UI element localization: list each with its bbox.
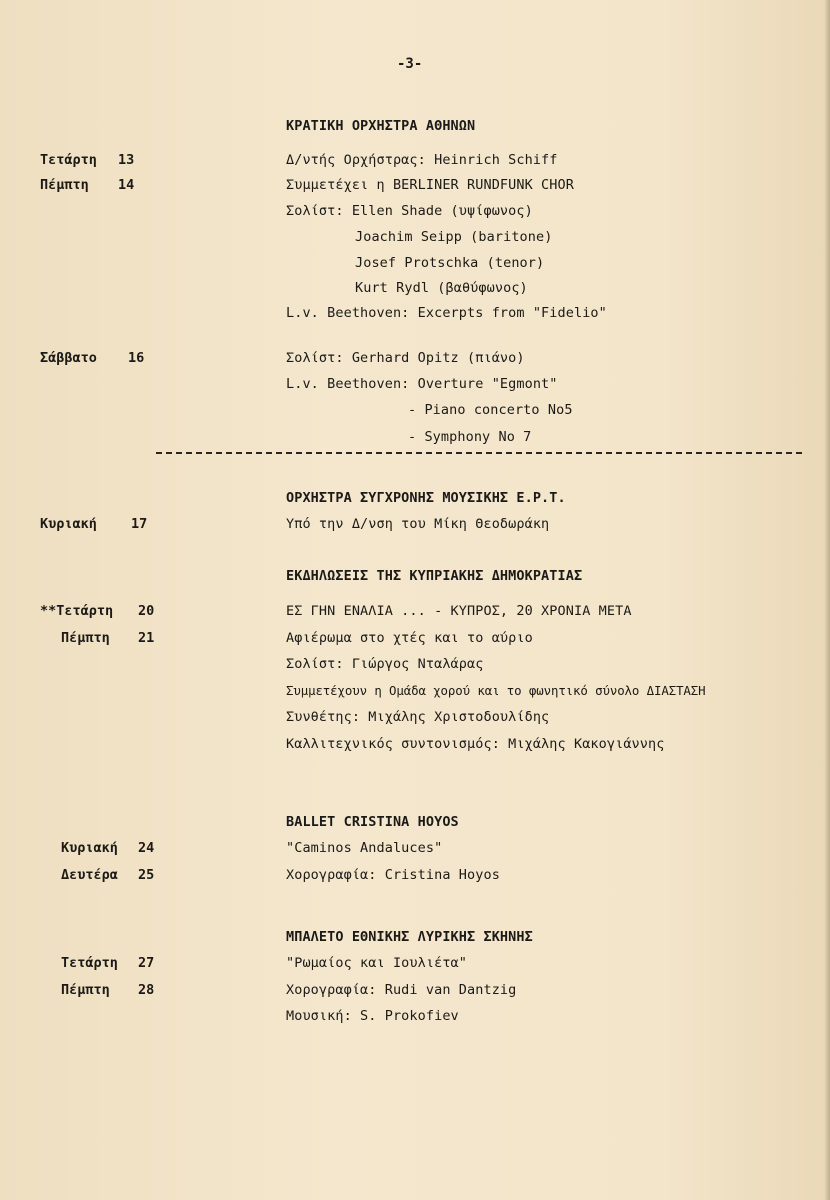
- page-number: -3-: [397, 56, 423, 72]
- section-heading-contemporary-orchestra: ΟΡΧΗΣΤΡΑ ΣΥΓΧΡΟΝΗΣ ΜΟΥΣΙΚΗΣ Ε.Ρ.Τ.: [286, 490, 566, 506]
- program-line: Καλλιτεχνικός συντονισμός: Μιχάλης Κακογιάννης: [286, 736, 665, 752]
- date-number: 27: [138, 955, 155, 971]
- program-line: Σολίστ: Ellen Shade (υψίφωνος): [286, 203, 533, 219]
- section-heading-cyprus-events: ΕΚΔΗΛΩΣΕΙΣ ΤΗΣ ΚΥΠΡΙΑΚΗΣ ΔΗΜΟΚΡΑΤΙΑΣ: [286, 568, 583, 584]
- date-day: Πέμπτη: [40, 177, 89, 193]
- program-line: Σολίστ: Γιώργος Νταλάρας: [286, 656, 484, 672]
- program-line: Joachim Seipp (baritone): [355, 229, 553, 245]
- dashed-divider: [156, 452, 802, 454]
- program-line: Σολίστ: Gerhard Opitz (πιάνο): [286, 350, 525, 366]
- program-line: L.v. Beethoven: Overture "Egmont": [286, 376, 558, 392]
- date-day: **Τετάρτη: [40, 603, 114, 619]
- date-number: 20: [138, 603, 155, 619]
- program-line: - Piano concerto No5: [408, 402, 573, 418]
- program-line: L.v. Beethoven: Excerpts from "Fidelio": [286, 305, 607, 321]
- program-line: Χορογραφία: Rudi van Dantzig: [286, 982, 517, 998]
- section-heading-state-orchestra: ΚΡΑΤΙΚΗ ΟΡΧΗΣΤΡΑ ΑΘΗΝΩΝ: [286, 118, 476, 134]
- date-day: Δευτέρα: [61, 867, 118, 883]
- date-number: 17: [131, 516, 148, 532]
- date-day: Τετάρτη: [40, 152, 97, 168]
- section-heading-ballet-hoyos: BALLET CRISTINA HOYOS: [286, 814, 459, 830]
- date-day: Πέμπτη: [61, 630, 110, 646]
- section-heading-national-opera-ballet: ΜΠΑΛΕΤΟ ΕΘΝΙΚΗΣ ΛΥΡΙΚΗΣ ΣΚΗΝΗΣ: [286, 929, 533, 945]
- program-line: Υπό την Δ/νση του Μίκη Θεοδωράκη: [286, 516, 550, 532]
- date-number: 14: [118, 177, 135, 193]
- program-line: Δ/ντής Ορχήστρας: Heinrich Schiff: [286, 152, 558, 168]
- date-day: Κυριακή: [40, 516, 97, 532]
- program-line: Josef Protschka (tenor): [355, 255, 545, 271]
- program-line: Αφιέρωμα στο χτές και το αύριο: [286, 630, 533, 646]
- date-number: 24: [138, 840, 155, 856]
- program-line: Συμμετέχουν η Ομάδα χορού και το φωνητικό σύνολο ΔΙΑΣΤΑΣΗ: [286, 683, 706, 698]
- date-day: Πέμπτη: [61, 982, 110, 998]
- date-number: 21: [138, 630, 155, 646]
- date-number: 25: [138, 867, 155, 883]
- program-line: Kurt Rydl (βαθύφωνος): [355, 280, 528, 296]
- date-day: Κυριακή: [61, 840, 118, 856]
- program-line: Συνθέτης: Μιχάλης Χριστοδουλίδης: [286, 709, 550, 725]
- program-line: Χορογραφία: Cristina Hoyos: [286, 867, 500, 883]
- date-day: Τετάρτη: [61, 955, 118, 971]
- program-line: "Ρωμαίος και Ιουλιέτα": [286, 955, 468, 971]
- program-line: Μουσική: S. Prokofiev: [286, 1008, 459, 1024]
- date-number: 16: [128, 350, 145, 366]
- program-line: - Symphony No 7: [408, 429, 532, 445]
- date-number: 13: [118, 152, 135, 168]
- date-day: Σάββατο: [40, 350, 97, 366]
- page-edge-shadow: [824, 0, 830, 1200]
- program-line: "Caminos Andaluces": [286, 840, 443, 856]
- date-number: 28: [138, 982, 155, 998]
- program-line: ΕΣ ΓΗΝ ΕΝΑΛΙΑ ... - ΚΥΠΡΟΣ, 20 ΧΡΟΝΙΑ ΜΕΤΑ: [286, 603, 632, 619]
- program-line: Συμμετέχει η BERLINER RUNDFUNK CHOR: [286, 177, 574, 193]
